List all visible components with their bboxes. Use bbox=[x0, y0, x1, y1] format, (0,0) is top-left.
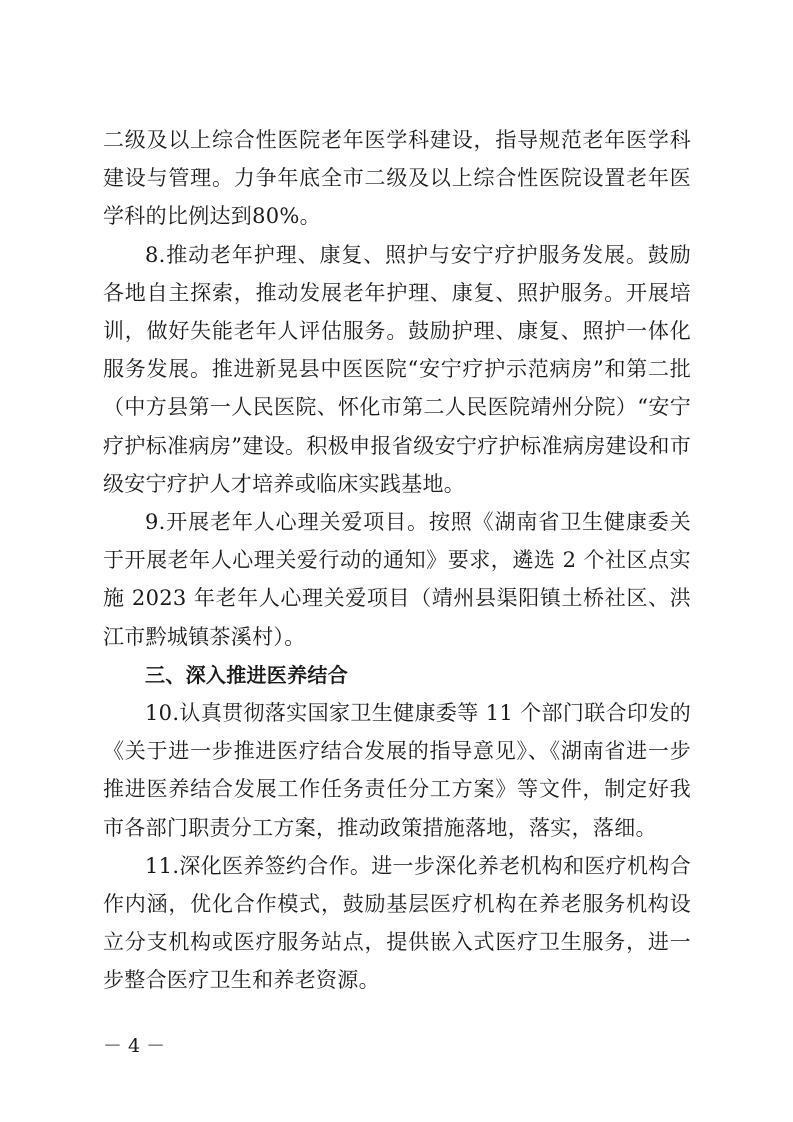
section-heading: 三、深入推进医养结合 bbox=[145, 662, 348, 687]
paragraph-continuation: 二级及以上综合性医院老年医学科建设，指导规范老年医学科建设与管理。力争年底全市二级及以上综合性医院设置老年医学科的比例达到80%。 bbox=[103, 128, 691, 229]
paragraph-item-9: 9.开展老年人心理关爱项目。按照《湖南省卫生健康委关于开展老年人心理关爱行动的通知》要求，遴选 2 个社区点实施 2023 年老年人心理关爱项目（靖州县渠阳镇土桥社区、洪江市黔城镇茶溪村）。 bbox=[103, 510, 691, 649]
page-number: － 4 － bbox=[103, 1035, 166, 1057]
paragraph-item-8: 8.推动老年护理、康复、照护与安宁疗护服务发展。鼓励各地自主探索，推动发展老年护理、康复、照护服务。开展培训，做好失能老年人评估服务。鼓励护理、康复、照护一体化服务发展。推进新晃县中医医院“安宁疗护示范病房”和第二批（中方县第一人民医院、怀化市第二人民医院靖州分院）“安宁疗护标准病房”建设。积极申报省级安宁疗护标准病房建设和市级安宁疗护人才培养或临床实践基地。 bbox=[103, 242, 691, 496]
paragraph-item-11: 11.深化医养签约合作。进一步深化养老机构和医疗机构合作内涵，优化合作模式，鼓励基层医疗机构在养老服务机构设立分支机构或医疗服务站点，提供嵌入式医疗卫生服务，进一步整合医疗卫生和养老资源。 bbox=[103, 853, 691, 993]
document-body bbox=[103, 121, 691, 1000]
paragraph-item-10: 10.认真贯彻落实国家卫生健康委等 11 个部门联合印发的《关于进一步推进医疗结合发展的指导意见》、《湖南省进一步推进医养结合发展工作任务责任分工方案》等文件，制定好我市各部门职责分工方案，推动政策措施落地，落实，落细。 bbox=[103, 701, 691, 840]
